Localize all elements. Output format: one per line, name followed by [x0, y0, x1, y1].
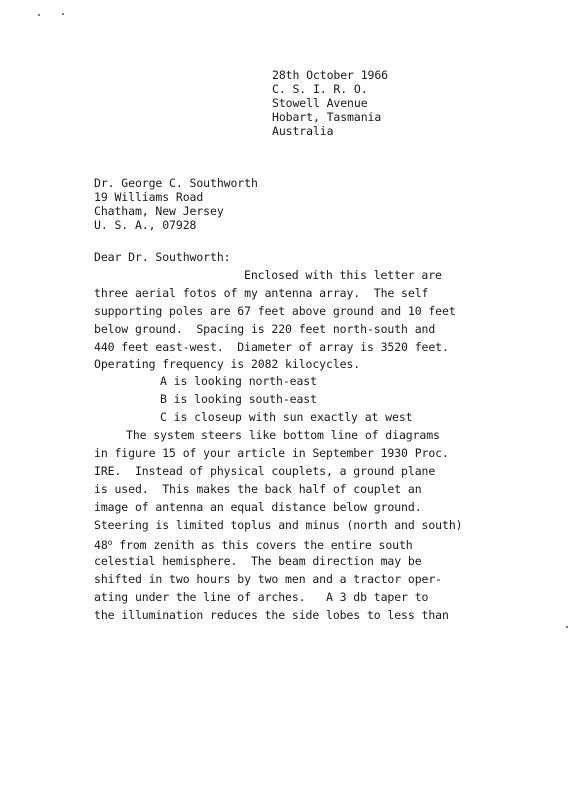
body-line: is used. This makes the back half of couplet an	[94, 482, 422, 496]
body-line: Enclosed with this letter are	[244, 268, 442, 282]
body-line: below ground. Spacing is 220 feet north-south and	[94, 322, 436, 336]
recipient-name: Dr. George C. Southworth	[94, 176, 258, 190]
scan-speck	[566, 626, 568, 628]
letter-date: 28th October 1966	[272, 68, 389, 82]
sender-country: Australia	[272, 124, 334, 138]
body-line: 440 feet east-west. Diameter of array is 3520 feet.	[94, 340, 449, 354]
recipient-country: U. S. A., 07928	[94, 218, 197, 232]
body-line: image of antenna an equal distance below ground.	[94, 500, 422, 514]
body-line: The system steers like bottom line of diagrams	[126, 428, 440, 442]
angle-value: 48	[94, 538, 108, 552]
photo-list-item: C is closeup with sun exactly at west	[160, 410, 413, 424]
degree-sign: o	[107, 538, 113, 547]
body-line	[94, 536, 413, 552]
recipient-street: 19 Williams Road	[94, 190, 204, 204]
body-line: three aerial fotos of my antenna array. The self	[94, 286, 429, 300]
body-line: supporting poles are 67 feet above ground and 10 feet	[94, 304, 456, 318]
body-line-rest: from zenith as this covers the entire south	[112, 538, 413, 552]
photo-list-item: B is looking south-east	[160, 392, 317, 406]
body-line: shifted in two hours by two men and a tractor oper-	[94, 572, 443, 586]
sender-org: C. S. I. R. O.	[272, 82, 368, 96]
body-line: in figure 15 of your article in September 1930 Proc.	[94, 446, 449, 460]
body-line: celestial hemisphere. The beam direction may be	[94, 554, 422, 568]
body-line: ating under the line of arches. A 3 db taper to	[94, 590, 429, 604]
body-line: Operating frequency is 2082 kilocycles.	[94, 357, 361, 371]
photo-list-item: A is looking north-east	[160, 374, 317, 388]
recipient-city: Chatham, New Jersey	[94, 204, 224, 218]
scan-speck	[38, 14, 40, 16]
body-line: IRE. Instead of physical couplets, a ground plane	[94, 464, 436, 478]
scan-speck	[62, 13, 64, 15]
body-line: Steering is limited toplus and minus (north and south)	[94, 518, 463, 532]
salutation: Dear Dr. Southworth:	[94, 250, 231, 264]
sender-street: Stowell Avenue	[272, 96, 368, 110]
sender-city: Hobart, Tasmania	[272, 110, 382, 124]
body-line: the illumination reduces the side lobes to less than	[94, 608, 449, 622]
